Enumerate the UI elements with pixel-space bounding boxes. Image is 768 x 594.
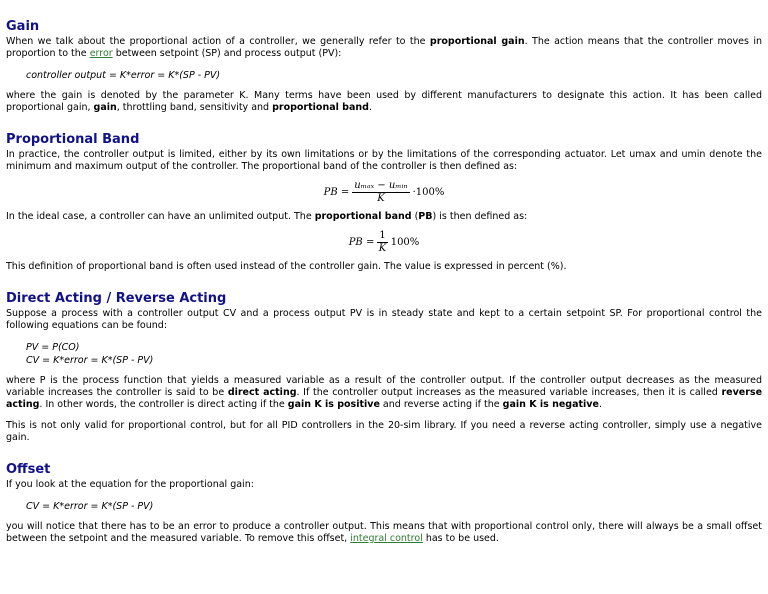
dr-paragraph-3: This is not only valid for proportional control, but for all PID controllers in the 20-sim library. If you need a reverse acting controller, simply use a negative gain. (6, 420, 762, 443)
heading-proportional-band: Proportional Band (6, 132, 140, 147)
gain-paragraph-2: where the gain is denoted by the parameter K. Many terms have been used by different manufacturers to designate this action. It has been called proportional gain, gain, throttling band, sensitivity and proportional band. (6, 90, 762, 113)
offset-equation: CV = K*error = K*(SP - PV) (26, 501, 154, 512)
gain-equation: controller output = K*error = K*(SP - PV) (26, 70, 221, 81)
offset-paragraph-2: you will notice that there has to be an error to produce a controller output. This means that with proportional control only, there will always be a small offset between the setpoint and the measured variable. To remove this offset, integral control has to be used. (6, 521, 762, 544)
pb-formula-ideal: PB = $\frac{1}{K}$ 100% (348, 230, 420, 254)
heading-offset: Offset (6, 462, 51, 477)
heading-gain: Gain (6, 19, 40, 34)
pb-paragraph-2: In the ideal case, a controller can have an unlimited output. The proportional band (PB) is then defined as: (6, 211, 528, 222)
error-link[interactable]: error (89, 48, 113, 59)
pb-paragraph-3: This definition of proportional band is often used instead of the controller gain. The value is expressed in percent (%). (6, 261, 567, 272)
pb-formula-limited: PB = $\frac{\text{uₘₐₓ − uₘᵢₙ}}{K}$ ·100% (323, 180, 445, 204)
dr-paragraph-1: Suppose a process with a controller output CV and a process output PV is in steady state and kept to a certain setpoint SP. For proportional control the following equations can be found: (6, 308, 762, 331)
dr-paragraph-2: where P is the process function that yields a measured variable as a result of the controller output. If the controller output decreases as the measured variable increases the controller is said to be direct acting. If the controller output increases as the measured variable increases, then it is called reverse acting. In other words, the controller is direct acting if the gain K is positive and reverse acting if the gain K is negative. (6, 375, 763, 410)
dr-equations: PV = P(CO) CV = K*error = K*(SP - PV) (26, 342, 154, 366)
pb-paragraph-1: In practice, the controller output is limited, either by its own limitations or by the limitations of the corresponding actuator. Let umax and umin denote the minimum and maximum output of the controller. The proportional band of the controller is then defined as: (6, 149, 762, 172)
integral-control-link[interactable]: integral control (350, 533, 423, 544)
offset-paragraph-1: If you look at the equation for the proportional gain: (6, 479, 254, 490)
gain-paragraph-1: When we talk about the proportional action of a controller, we generally refer to the proportional gain. The action means that the controller moves in proportion to the error between setpoint (SP) and process output (PV): (6, 36, 762, 59)
heading-direct-reverse: Direct Acting / Reverse Acting (6, 291, 227, 306)
